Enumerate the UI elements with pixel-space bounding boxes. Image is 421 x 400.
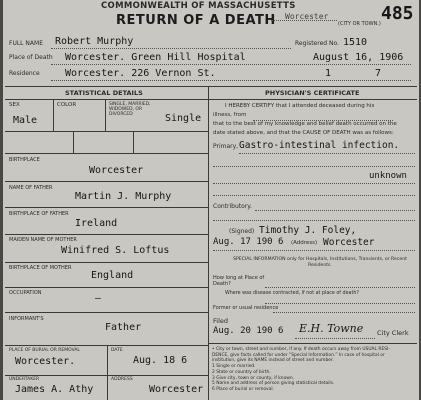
dash: [213, 183, 415, 184]
rule: [208, 343, 417, 344]
rule: [5, 312, 208, 313]
physician-name: Timothy J. Foley,: [259, 225, 357, 236]
cert-line-2: illness, from: [213, 112, 247, 118]
marital-label: SINGLE, MARRIED, WIDOWED, OR DIVORCED: [109, 102, 151, 118]
sex-value: Male: [13, 115, 38, 126]
residence-years: 1: [325, 68, 332, 79]
rule: [5, 99, 208, 100]
footnote-8: 6 Place of burial or removal.: [212, 387, 274, 393]
mother-birthplace-value: England: [91, 270, 134, 281]
registered-no-value: 1510: [343, 37, 368, 48]
footnote-1: • City or town, street and number, if any. If death occurs away from USUAL RESI-: [212, 347, 390, 352]
father-birthplace-label: BIRTHPLACE OF FATHER: [9, 211, 69, 217]
rule: [5, 181, 208, 182]
father-name-value: Martin J. Murphy: [75, 191, 172, 202]
rule: [5, 287, 208, 288]
commonwealth-heading: COMMONWEALTH OF MASSACHUSETTS: [101, 1, 296, 11]
place-of-death-value: Worcester. Green Hill Hospital: [65, 52, 246, 63]
dash: [273, 312, 415, 313]
residence-label: Residence: [9, 70, 40, 77]
return-title: RETURN OF A DEATH: [116, 13, 276, 28]
city-clerk-label: City Clerk: [377, 329, 409, 337]
primary-cause: Gastro-intestinal infection.: [239, 140, 400, 151]
mother-name-label: MAIDEN NAME OF MOTHER: [9, 237, 77, 243]
rule: [107, 345, 108, 375]
cert-address-label: (Address): [291, 240, 318, 246]
full-name-value: Robert Murphy: [55, 36, 134, 47]
address-label: ADDRESS: [111, 377, 133, 382]
marital-value: Single: [165, 113, 202, 124]
footnote-3: institution, give its NAME instead of street and number.: [212, 358, 334, 364]
full-name-label: FULL NAME: [9, 40, 43, 47]
dash: [239, 153, 415, 154]
residence-months: 7: [375, 68, 382, 79]
rule: [5, 207, 208, 208]
rule: [105, 99, 106, 131]
section-divider: [208, 86, 209, 400]
birthplace-value: Worcester: [89, 165, 144, 176]
place-of-death-label: Place of Death: [9, 54, 53, 61]
rule: [133, 131, 134, 153]
rule: [5, 131, 208, 132]
undertaker-value: James A. Athy: [15, 384, 94, 395]
dash: [265, 287, 415, 288]
city-caption: (CITY OR TOWN.): [338, 21, 381, 27]
informant-label: INFORMANT'S: [9, 316, 44, 322]
city-line: [271, 20, 337, 21]
dash: [213, 250, 415, 251]
burial-label: PLACE OF BURIAL OR REMOVAL: [9, 348, 80, 353]
place-of-death-line: [51, 64, 411, 65]
dash: [255, 210, 415, 211]
cert-line-3: that to the best of my knowledge and belief death occurred on the: [213, 121, 397, 127]
certificate-date: Aug. 17 190 6: [213, 237, 284, 247]
statistical-title: STATISTICAL DETAILS: [65, 89, 143, 97]
special-q1: How long at Place of Death?: [213, 275, 265, 287]
footnote-6: 3 Give city, town or county, if known.: [212, 375, 295, 381]
dash: [213, 220, 415, 221]
footnote-2: DENCE, give facts called for under “Special Information.” In case of hospital or: [212, 352, 385, 358]
special-q3: Former or usual residence: [213, 305, 279, 311]
burial-value: Worcester.: [15, 356, 76, 367]
primary-label: Primary,: [213, 143, 239, 150]
dash: [295, 338, 375, 339]
duration-value: unknown: [369, 171, 407, 181]
burial-date-label: DATE: [111, 348, 123, 353]
rule: [208, 99, 417, 100]
certificate-title: PHYSICIAN'S CERTIFICATE: [265, 89, 360, 97]
rule: [73, 131, 74, 153]
color-label: COLOR: [57, 102, 77, 108]
footnote-7: 5 Name and address of person giving statistical details.: [212, 381, 335, 387]
contributory-label: Contributory.: [213, 203, 252, 210]
footnote-4: 1 Single or married.: [212, 364, 256, 370]
footnotes: [212, 347, 390, 393]
mother-birthplace-label: BIRTHPLACE OF MOTHER: [9, 265, 72, 271]
special-info-title: SPECIAL INFORMATION only for Hospitals, Institutions, Transients, or Recent Residents.: [233, 257, 407, 268]
mother-name-value: Winifred S. Loftus: [61, 245, 170, 256]
rule: [53, 99, 54, 131]
filed-label: Filed: [213, 317, 229, 325]
rule: [5, 262, 208, 263]
rule: [5, 153, 208, 154]
footnote-5: 2 State or country of birth.: [212, 369, 271, 375]
city-typed: Worcester: [285, 12, 329, 21]
birthplace-label: BIRTHPLACE: [9, 157, 40, 163]
dash: [213, 195, 415, 196]
occupation-label: OCCUPATION: [9, 290, 42, 296]
cert-line-4: date stated above, and that the CAUSE OF DEATH was as follows:: [213, 130, 394, 136]
filed-date: Aug. 20 190 6: [213, 326, 284, 336]
cert-line-1: I HEREBY CERTIFY that I attended deceased during his: [225, 103, 375, 109]
death-record-sheet: [3, 0, 419, 400]
residence-line: [51, 80, 411, 81]
special-q2: Where was disease contracted, if not at place of death?: [225, 291, 359, 296]
dash: [213, 166, 415, 167]
record-number: 485: [381, 3, 414, 24]
cert-address-value: Worcester: [323, 237, 375, 248]
full-name-line: [51, 48, 291, 49]
registered-no-label: Registered No.: [295, 40, 339, 47]
undertaker-label: UNDERTAKER: [9, 377, 40, 382]
residence-value: Worcester. 226 Vernon St.: [65, 68, 216, 79]
rule: [5, 234, 208, 235]
informant-value: Father: [105, 322, 142, 333]
section-top-rule: [5, 86, 417, 87]
date-of-death-value: August 16, 1906: [313, 52, 404, 63]
signed-label: (Signed): [229, 228, 255, 235]
father-birthplace-value: Ireland: [75, 218, 118, 229]
burial-date-value: Aug. 18 6: [133, 355, 188, 366]
occupation-value: —: [95, 293, 102, 304]
rule: [107, 375, 108, 400]
city-clerk-signature: E.H. Towne: [299, 322, 364, 335]
dash: [265, 303, 415, 304]
sex-label: SEX: [9, 102, 20, 108]
father-name-label: NAME OF FATHER: [9, 185, 53, 191]
address-value: Worcester: [149, 384, 204, 395]
